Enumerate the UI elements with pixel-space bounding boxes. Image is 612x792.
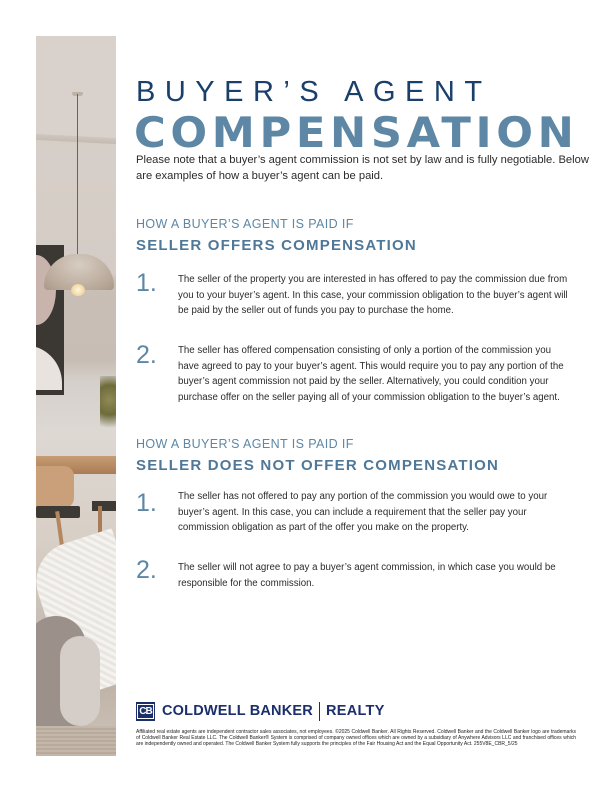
brand-suffix: REALTY xyxy=(325,703,385,719)
cb-logo-icon xyxy=(136,702,155,721)
lamp-bulb xyxy=(71,284,85,296)
painting-shape xyxy=(36,345,62,390)
plant xyxy=(100,376,116,436)
photo-ceiling xyxy=(36,36,116,139)
section-2-item-2-number: 2. xyxy=(136,556,157,584)
dining-chair xyxy=(36,466,74,508)
section-1-item-1-number: 1. xyxy=(136,269,157,297)
section-1-kicker: HOW A BUYER’S AGENT IS PAID IF xyxy=(136,217,354,231)
section-1-item-2-text: The seller has offered compensation consisting of only a portion of the commission you have agreed to pay to your buyer’s agent. This would require you to pay any portion of the buyer’s agent commission not paid by the seller. Alternatively, you could condition your purchase offer on the seller paying all of your commission obligation to the buyer’s agent. xyxy=(178,345,564,403)
section-2-item-1-text: The seller has not offered to pay any portion of the commission you would owe to your buyer’s agent. In this case, you can include a requirement that the seller pay your commission obligation as part of the offer you make on the property. xyxy=(178,491,548,533)
intro-paragraph: Please note that a buyer’s agent commission is not set by law and is fully negotiable. Below are examples of how a buyer’s agent can be paid. xyxy=(136,154,589,182)
sofa xyxy=(36,726,116,756)
pillow xyxy=(60,636,100,726)
interior-photo xyxy=(36,36,116,756)
section-1-item-1-text: The seller of the property you are interested in has offered to pay the commission due from you to your buyer’s agent. In this case, your commission obligation to the buyer’s agent will be paid by the seller out of funds you pay to purchase the home. xyxy=(178,274,568,316)
section-2-kicker: HOW A BUYER’S AGENT IS PAID IF xyxy=(136,437,354,451)
title-line-2: COMPENSATION xyxy=(134,108,579,157)
section-1-item-2-number: 2. xyxy=(136,341,157,369)
lamp-cord xyxy=(77,94,78,259)
brand-name: COLDWELL BANKER xyxy=(162,703,313,719)
section-1-heading: SELLER OFFERS COMPENSATION xyxy=(136,237,417,254)
title-line-1: BUYER’S AGENT xyxy=(136,76,492,108)
logo-divider xyxy=(319,702,320,721)
section-2-heading: SELLER DOES NOT OFFER COMPENSATION xyxy=(136,457,500,474)
legal-disclaimer: Affiliated real estate agents are independent contractor sales associates, not employees. ©2025 Coldwell Banker. All Rights Reserved. Coldwell Banker and the Coldwell Banker logo are trademarks of Coldwell Banker Real Estate LLC. The Coldwell Banker® System is comprised of company owned offices which are owned by a subsidiary of Anywhere Advisors LLC and franchised offices which are independently owned and operated. The Coldwell Banker System fully supports the principles of the Fair Housing Act and the Equal Opportunity Act. 255V8E_CBR_5/25 xyxy=(136,729,576,748)
logo-mark-text: CB xyxy=(139,705,152,717)
section-2-item-2-text: The seller will not agree to pay a buyer’s agent commission, in which case you would be responsible for the commission. xyxy=(178,562,556,589)
section-2-item-1-number: 1. xyxy=(136,489,157,517)
chair-seat xyxy=(92,501,116,511)
coldwell-banker-logo xyxy=(136,700,385,722)
